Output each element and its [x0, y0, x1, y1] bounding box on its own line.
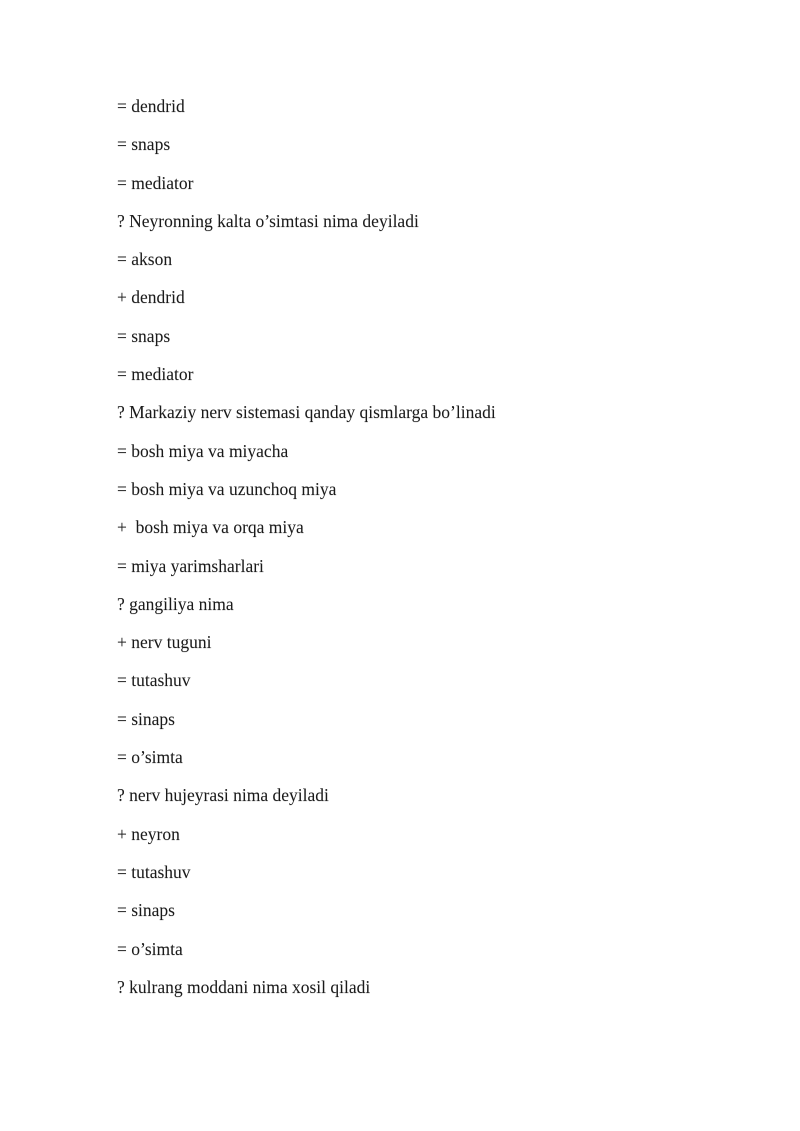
correct-answer: + neyron [117, 823, 180, 844]
question-line: ? Markaziy nerv sistemasi qanday qismlarga bo’linadi [117, 402, 496, 423]
correct-answer: + nerv tuguni [117, 632, 212, 653]
answer-option: = mediator [117, 364, 194, 385]
question-line: ? nerv hujeyrasi nima deyiladi [117, 785, 329, 806]
answer-option: = sinaps [117, 708, 175, 729]
answer-option: = akson [117, 249, 173, 270]
answer-option: = bosh miya va uzunchoq miya [117, 478, 337, 499]
answer-option: = snaps [117, 325, 171, 346]
document-body [117, 95, 737, 1014]
answer-option: = mediator [117, 172, 194, 193]
answer-option: = sinaps [117, 900, 175, 921]
answer-option: = snaps [117, 134, 171, 155]
answer-option: = tutashuv [117, 670, 191, 691]
answer-option: = dendrid [117, 96, 185, 116]
correct-answer: + bosh miya va orqa miya [117, 517, 304, 538]
answer-option: = bosh miya va miyacha [117, 440, 289, 461]
question-line: ? kulrang moddani nima xosil qiladi [117, 976, 371, 997]
answer-option: = miya yarimsharlari [117, 555, 264, 576]
answer-option: = o’simta [117, 747, 183, 768]
question-line: ? Neyronning kalta o’simtasi nima deyiladi [117, 210, 419, 231]
answer-option: = o’simta [117, 938, 183, 959]
answer-option: = tutashuv [117, 861, 191, 882]
correct-answer: + dendrid [117, 287, 185, 308]
question-line: ? gangiliya nima [117, 593, 234, 614]
